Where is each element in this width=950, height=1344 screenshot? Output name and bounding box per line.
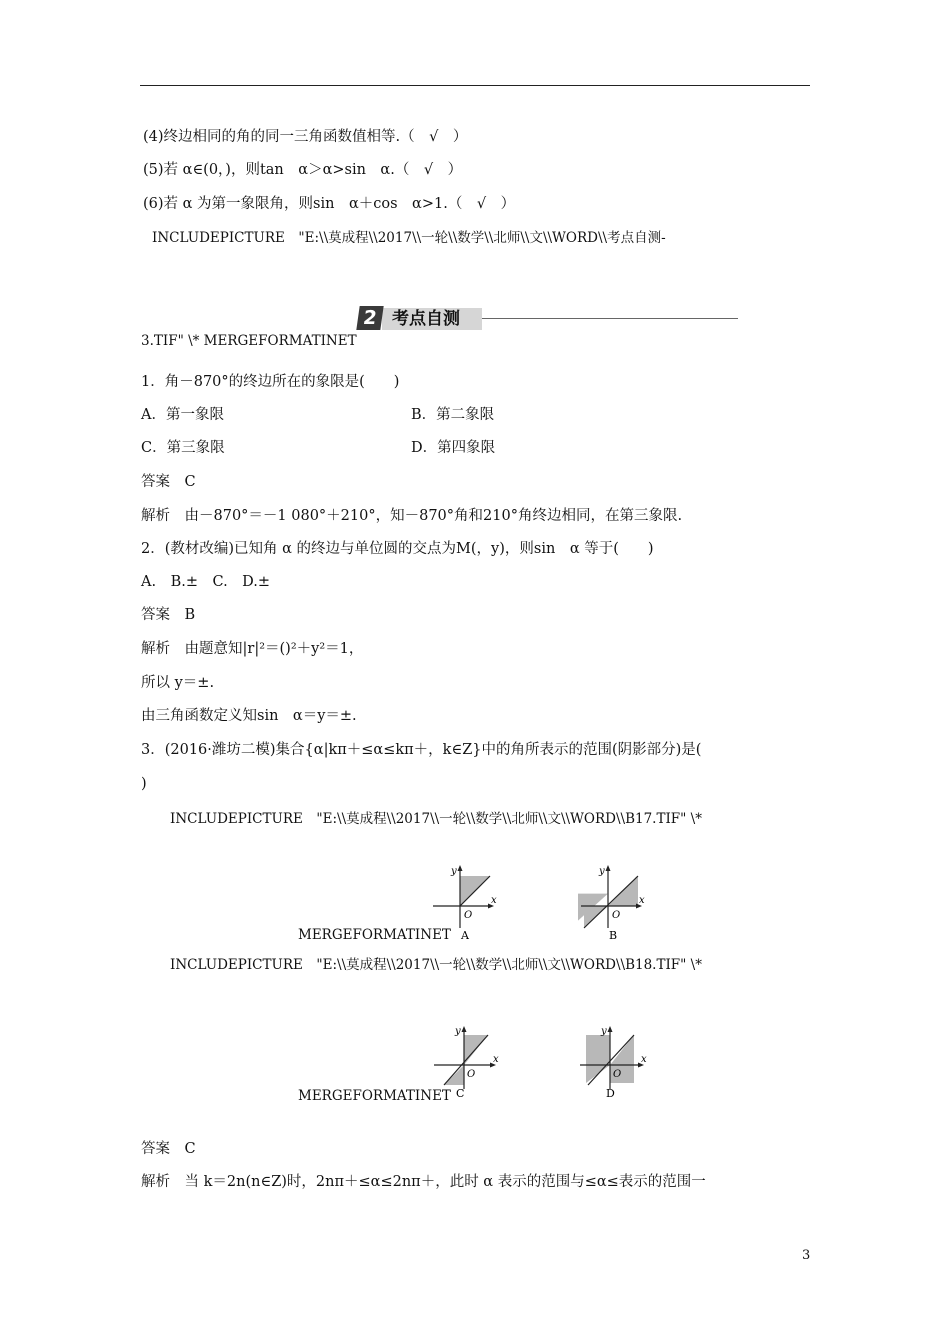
fig-b-x-label: x	[639, 895, 645, 906]
analysis-2-line-2: 所以 y＝±.	[141, 675, 215, 691]
answer-1: 答案 C	[141, 474, 196, 490]
fig-a-origin-label: O	[464, 910, 473, 921]
fig-c-y-label: y	[455, 1026, 461, 1037]
answer-2: 答案 B	[141, 607, 196, 623]
statement-5: (5)若 α∈(0，)，则tan α＞α>sin α.（ √ ）	[143, 162, 463, 178]
section-title: 考点自测	[392, 309, 460, 329]
section-heading	[358, 306, 738, 332]
fig-d-x-label: x	[641, 1054, 647, 1065]
q1-option-a: A．第一象限	[141, 407, 224, 423]
question-3: 3．(2016·潍坊二模)集合{α|kπ＋≤α≤kπ＋，k∈Z}中的角所表示的范围(阴影部分)是(	[141, 742, 702, 758]
section-number: 2	[356, 306, 383, 330]
analysis-3: 解析 当 k＝2n(n∈Z)时，2nπ＋≤α≤2nπ＋，此时 α 表示的范围与≤α≤表示的范围一	[141, 1174, 706, 1190]
fig-c-x-label: x	[493, 1054, 499, 1065]
includepicture-field-1: INCLUDEPICTURE "E:\\莫成程\\2017\\一轮\\数学\\北师\\文\\WORD\\考点自测-	[152, 230, 666, 246]
analysis-1: 解析 由－870°＝－1 080°＋210°，知－870°角和210°角终边相同，在第三象限.	[141, 508, 683, 524]
question-3-cont: )	[141, 776, 147, 792]
q1-option-d: D．第四象限	[411, 440, 496, 456]
question-2: 2．(教材改编)已知角 α 的终边与单位圆的交点为M(，y)，则sin α 等于( )	[141, 541, 654, 557]
figure-d	[576, 1023, 656, 1103]
question-1: 1．角－870°的终边所在的象限是( )	[141, 374, 400, 390]
fig-b-origin-label: O	[612, 910, 621, 921]
analysis-2-line-1: 解析 由题意知|r|²＝()²＋y²＝1，	[141, 641, 364, 657]
answer-3: 答案 C	[141, 1141, 196, 1157]
includepicture-field-3: INCLUDEPICTURE "E:\\莫成程\\2017\\一轮\\数学\\北师\\文\\WORD\\B18.TIF" \*	[170, 957, 702, 973]
mergeformat-field-1: 3.TIF" \* MERGEFORMATINET	[141, 333, 357, 349]
section-heading-line	[482, 318, 738, 319]
figure-b	[576, 862, 656, 942]
analysis-2-line-3: 由三角函数定义知sin α＝y＝±.	[141, 708, 357, 724]
statement-4: (4)终边相同的角的同一三角函数值相等.（ √ ）	[143, 129, 468, 145]
header-rule	[140, 85, 810, 86]
fig-c-origin-label: O	[467, 1069, 476, 1080]
mergeformat-field-3: MERGEFORMATINET	[298, 1088, 451, 1104]
fig-b-y-label: y	[599, 866, 605, 877]
fig-d-origin-label: O	[613, 1069, 622, 1080]
q1-option-b: B．第二象限	[411, 407, 495, 423]
statement-6: (6)若 α 为第一象限角，则sin α＋cos α>1.（ √ ）	[143, 196, 516, 212]
fig-d-y-label: y	[601, 1026, 607, 1037]
fig-a-label: A	[461, 929, 469, 942]
fig-a-y-label: y	[451, 866, 457, 877]
includepicture-field-2: INCLUDEPICTURE "E:\\莫成程\\2017\\一轮\\数学\\北师\\文\\WORD\\B17.TIF" \*	[170, 811, 702, 827]
fig-d-label: D	[606, 1087, 615, 1100]
q1-option-c: C．第三象限	[141, 440, 225, 456]
fig-b-label: B	[609, 929, 618, 942]
page-number: 3	[802, 1248, 811, 1263]
fig-c-label: C	[456, 1087, 465, 1100]
mergeformat-field-2: MERGEFORMATINET	[298, 927, 451, 943]
q2-options: A. B.± C. D.±	[141, 574, 271, 590]
fig-a-x-label: x	[491, 895, 497, 906]
